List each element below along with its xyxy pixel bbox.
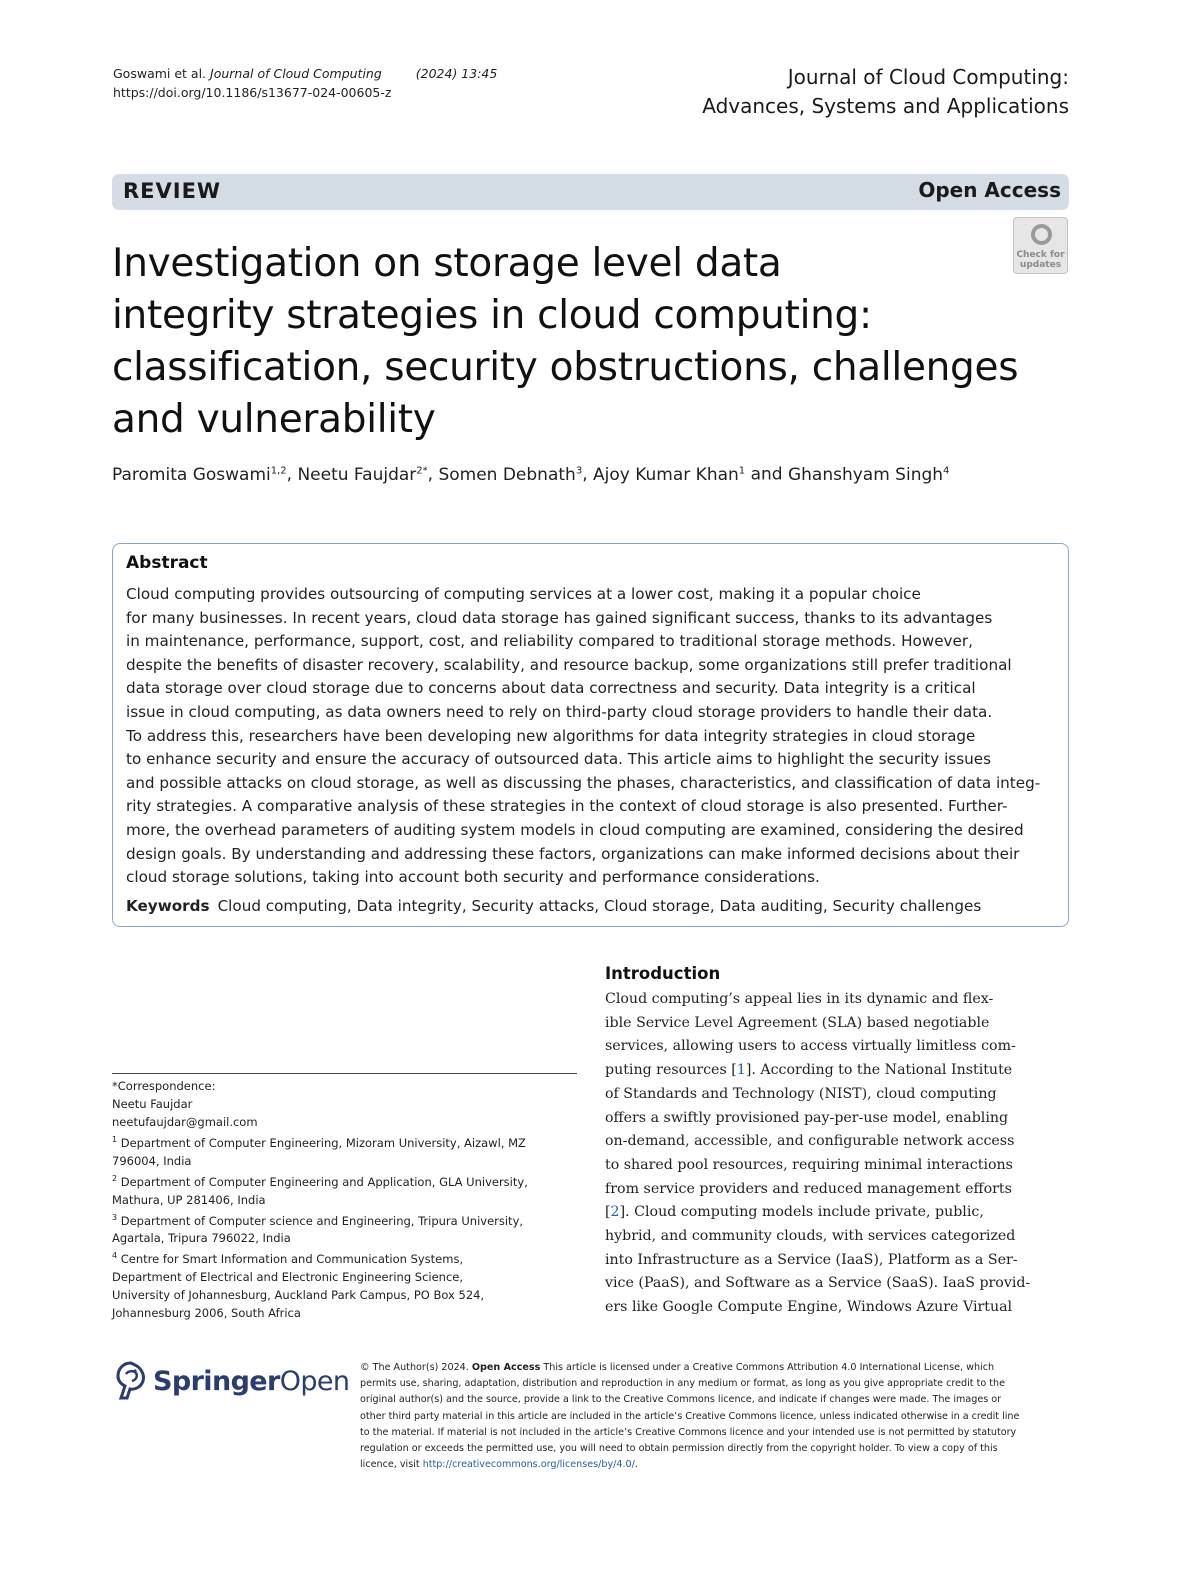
abstract-line: for many businesses. In recent years, cloud data storage has gained significant success, thanks to its advantages <box>126 608 993 627</box>
correspondence-email[interactable]: neetufaujdar@gmail.com <box>112 1115 258 1129</box>
citation-authors: Goswami et al. <box>113 66 207 81</box>
introduction-heading: Introduction <box>605 964 721 983</box>
springer-horse-icon <box>113 1360 149 1404</box>
intro-line: from service providers and reduced management efforts <box>605 1180 1012 1197</box>
abstract-text <box>126 583 1061 890</box>
affiliation-cont: Agartala, Tripura 796022, India <box>112 1231 291 1246</box>
citation-volume: (2024) 13:45 <box>415 66 498 81</box>
publisher-name-light: Open <box>279 1366 350 1397</box>
author[interactable]: Somen Debnath$^3$ <box>438 464 583 485</box>
correspondence-label: *Correspondence: <box>112 1079 216 1093</box>
citation-journal: Journal of Cloud Computing <box>210 66 382 81</box>
affiliation-cont: Department of Electrical and Electronic Engineering Science, <box>112 1270 464 1285</box>
doi-link[interactable]: https://doi.org/10.1186/s13677-024-00605-z <box>113 85 392 100</box>
correspondence-name: Neetu Faujdar <box>112 1097 193 1111</box>
intro-line: on-demand, accessible, and configurable network access <box>605 1133 1015 1150</box>
license-line: other third party material in this article are included in the article’s Creative Commons licence, unless indicated otherwise in a credit line <box>360 1410 1020 1422</box>
affiliation-cont: 796004, India <box>112 1153 192 1168</box>
abstract-line: cloud storage solutions, taking into account both security and performance considerations. <box>126 868 820 887</box>
abstract-line: To address this, researchers have been developing new algorithms for data integrity strategies in cloud storage <box>126 726 976 745</box>
license-line: regulation or exceeds the permitted use, you will need to obtain permission directly from the copyright holder. To view a copy of this <box>360 1443 998 1455</box>
affiliation-cont: Johannesburg 2006, South Africa <box>112 1306 301 1321</box>
license-link[interactable]: http://creativecommons.org/licenses/by/4.0/ <box>422 1459 635 1471</box>
open-access-label: Open Access <box>918 178 1061 202</box>
title-line: integrity strategies in cloud computing: <box>112 293 872 338</box>
affiliation-cont: Mathura, UP 281406, India <box>112 1192 266 1207</box>
intro-line: ers like Google Compute Engine, Windows Azure Virtual <box>605 1299 1013 1316</box>
license-line: original author(s) and the source, provide a link to the Creative Commons licence, and indicate if changes were made. The images or <box>360 1394 1002 1406</box>
journal-name-line1: Journal of Cloud Computing: <box>787 65 1069 89</box>
abstract-heading: Abstract <box>126 553 208 573</box>
license-line: to the material. If material is not included in the article’s Creative Commons licence and your intended use is not permitted by statutory <box>360 1426 1017 1438</box>
abstract-line: despite the benefits of disaster recovery, scalability, and resource backup, some organizations still prefer traditional <box>126 655 1012 674</box>
footnote-divider <box>112 1073 577 1074</box>
abstract-line: and possible attacks on cloud storage, as well as discussing the phases, characteristics, and classification of data integ- <box>126 773 1041 792</box>
article-type-banner <box>112 174 1069 210</box>
abstract-box <box>112 543 1069 927</box>
license-text <box>360 1360 1065 1473</box>
affiliation: $^2$ Department of Computer Engineering and Application, GLA University, <box>112 1173 528 1189</box>
intro-line: hybrid, and community clouds, with services categorized <box>605 1228 1016 1245</box>
author[interactable]: Neetu Faujdar$^{2*}$ <box>297 464 428 485</box>
intro-line: Cloud computing’s appeal lies in its dynamic and flex- <box>605 991 994 1007</box>
badge-text-line1: Check for <box>1016 250 1065 260</box>
intro-line: offers a swiftly provisioned pay-per-use model, enabling <box>605 1109 1009 1126</box>
intro-line: vice (PaaS), and Software as a Service (SaaS). IaaS provid- <box>605 1275 1031 1292</box>
title-line: and vulnerability <box>112 397 436 442</box>
author[interactable]: Paromita Goswami$^{1,2}$ <box>112 464 287 485</box>
author-list: Paromita Goswami$^{1,2}$, Neetu Faujdar$^{2*}$, Somen Debnath$^3$, Ajoy Kumar Khan$^1$ and Ghanshyam Singh$^4$ <box>112 464 950 485</box>
citation-link[interactable]: 2 <box>610 1204 620 1221</box>
abstract-line: issue in cloud computing, as data owners need to rely on third-party cloud storage providers to handle their data. <box>126 702 993 721</box>
affiliation: $^4$ Centre for Smart Information and Communication Systems, <box>112 1251 464 1267</box>
running-header <box>113 64 497 102</box>
intro-line: of Standards and Technology (NIST), cloud computing <box>605 1085 997 1102</box>
license-line: © The Author(s) 2024. Open Access This article is licensed under a Creative Commons Attribution 4.0 International License, which <box>360 1362 995 1373</box>
intro-line: [2]. Cloud computing models include private, public, <box>605 1204 984 1221</box>
intro-line: into Infrastructure as a Service (IaaS), Platform as a Ser- <box>605 1251 1018 1268</box>
author[interactable]: Ajoy Kumar Khan$^1$ <box>593 464 746 485</box>
license-line: licence, visit http://creativecommons.org/licenses/by/4.0/. <box>360 1459 638 1471</box>
intro-line: ible Service Level Agreement (SLA) based negotiable <box>605 1014 990 1031</box>
footnotes <box>112 1077 577 1322</box>
badge-text-line2: updates <box>1019 260 1062 270</box>
intro-line: services, allowing users to access virtually limitless com- <box>605 1038 1016 1055</box>
intro-line: to shared pool resources, requiring minimal interactions <box>605 1156 1013 1173</box>
abstract-line: to enhance security and ensure the accuracy of outsourced data. This article aims to highlight the security issues <box>126 750 991 769</box>
keywords-list: Cloud computing, Data integrity, Security attacks, Cloud storage, Data auditing, Security challenges <box>217 897 982 915</box>
article-type: REVIEW <box>123 179 222 203</box>
journal-name-line2: Advances, Systems and Applications <box>702 94 1069 118</box>
author[interactable]: Ghanshyam Singh$^4$ <box>787 464 950 485</box>
abstract-line: rity strategies. A comparative analysis of these strategies in the context of cloud storage is also presented. Further- <box>126 797 1008 816</box>
introduction-text <box>605 988 1069 1320</box>
abstract-line: more, the overhead parameters of auditing system models in cloud computing are examined, considering the desired <box>126 820 1024 839</box>
intro-line: puting resources [1]. According to the National Institute <box>605 1062 1013 1079</box>
abstract-line: Cloud computing provides outsourcing of computing services at a lower cost, making it a popular choice <box>126 585 921 603</box>
citation-link[interactable]: 1 <box>736 1062 746 1079</box>
keywords-label: Keywords <box>126 897 210 915</box>
abstract-line: data storage over cloud storage due to concerns about data correctness and security. Data integrity is a critical <box>126 679 976 698</box>
publisher-name-bold: Springer <box>153 1366 280 1397</box>
abstract-line: in maintenance, performance, support, cost, and reliability compared to traditional storage methods. However, <box>126 632 973 651</box>
title-line: Investigation on storage level data <box>112 241 782 286</box>
affiliation-cont: University of Johannesburg, Auckland Park Campus, PO Box 524, <box>112 1288 485 1303</box>
affiliation: $^3$ Department of Computer science and Engineering, Tripura University, <box>112 1212 524 1228</box>
title-line: classification, security obstructions, challenges <box>112 345 1019 390</box>
affiliation: $^1$ Department of Computer Engineering, Mizoram University, Aizawl, MZ <box>112 1135 526 1150</box>
keywords <box>126 897 981 915</box>
journal-name <box>702 63 1069 121</box>
article-title <box>112 238 1052 446</box>
license-line: permits use, sharing, adaptation, distribution and reproduction in any medium or format, as long as you give appropriate credit to the <box>360 1378 1006 1390</box>
abstract-line: design goals. By understanding and addressing these factors, organizations can make informed decisions about their <box>126 844 1020 863</box>
